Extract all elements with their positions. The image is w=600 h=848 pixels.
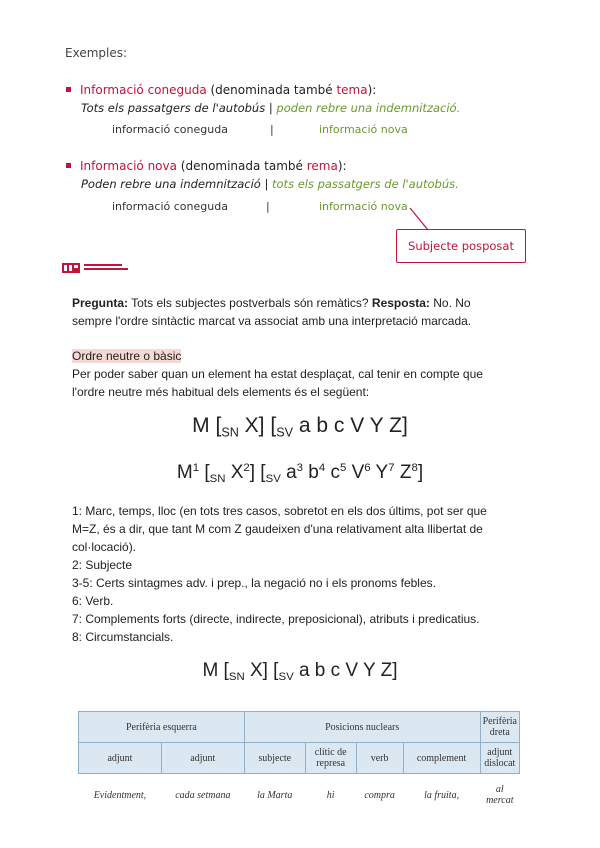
f2-a: a <box>280 462 297 483</box>
formula-numbered <box>0 462 600 485</box>
label-bar-2: | <box>266 200 270 213</box>
table-cell: al mercat <box>480 774 519 809</box>
table-group-row <box>79 712 520 743</box>
bullet-known-info <box>66 83 376 97</box>
formula-x: X] [ <box>238 414 277 437</box>
example-2-part-a: Poden rebre una indemnització <box>81 177 261 191</box>
bullet-new-info <box>66 159 347 173</box>
positions-table <box>78 711 520 808</box>
f2-m: M <box>176 462 193 483</box>
bullet-paren: (denominada també <box>176 159 307 173</box>
bullet-square-icon <box>66 163 71 168</box>
f2-b: b <box>303 462 319 483</box>
group-right-periphery: Perifèria dreta <box>480 712 519 743</box>
header-cell: verb <box>356 743 403 774</box>
formula-sv: SV <box>276 425 294 440</box>
section-line-1: Per poder saber quan un element ha estat desplaçat, cal tenir en compte que <box>72 367 483 381</box>
bullet-paren-end: ): <box>337 159 347 173</box>
f2-v: V <box>346 462 365 483</box>
header-cell: adjunt <box>161 743 244 774</box>
answer-label: Resposta: <box>371 296 430 310</box>
formula-basic-repeat <box>0 660 600 683</box>
f2-sv: SV <box>265 472 281 485</box>
table-cell: hi <box>305 774 356 809</box>
note-line: 2: Subjecte <box>72 558 133 572</box>
table-cell: la Marta <box>244 774 305 809</box>
example-1-part-b: poden rebre una indemnització. <box>276 101 461 115</box>
term-rema: rema <box>306 159 338 173</box>
table-cell: Evidentment, <box>79 774 162 809</box>
bullet-paren: (denominada també <box>206 83 337 97</box>
note-line: 6: Verb. <box>72 594 114 608</box>
label-known-1: informació coneguda <box>112 123 228 136</box>
example-1-part-a: Tots els passatgers de l'autobús <box>81 101 266 115</box>
f2-b1: [ <box>199 462 210 483</box>
question-label: Pregunta: <box>72 296 129 310</box>
f2-x: X <box>225 462 244 483</box>
f2-z-sup: 8 <box>411 462 418 475</box>
example-1-sep: | <box>265 101 277 115</box>
note-line: 7: Complements forts (directe, indirecte, preposicional), atributs i predicatius. <box>72 612 480 626</box>
qa-line-1 <box>72 294 532 312</box>
f2-x-sup: 2 <box>243 462 250 475</box>
f3-m: M [ <box>202 660 229 681</box>
slide-title: Exemples: <box>65 46 128 60</box>
formula-basic <box>0 414 600 439</box>
table-header-row <box>79 743 520 774</box>
f3-sv: SV <box>278 670 294 683</box>
header-cell: subjecte <box>244 743 305 774</box>
f2-v-sup: 6 <box>364 462 371 475</box>
group-nuclear-positions: Posicions nuclears <box>244 712 480 743</box>
table-cell: compra <box>356 774 403 809</box>
example-2-part-b: tots els passatgers de l'autobús. <box>272 177 459 191</box>
callout-subjecte-posposat: Subjecte posposat <box>396 229 526 263</box>
upf-logo-icon <box>62 262 132 274</box>
f3-rest: a b c V Y Z] <box>293 660 398 681</box>
header-cell: clític de represa <box>305 743 356 774</box>
formula-rest: a b c V Y Z] <box>293 414 408 437</box>
header-cell: adjunt dislocat <box>480 743 519 774</box>
label-bar-1: | <box>270 123 274 136</box>
question-text: Tots els subjectes postverbals són remàtics? <box>128 296 372 310</box>
f2-b-sup: 4 <box>318 462 326 475</box>
f2-b2: ] [ <box>249 462 266 483</box>
note-line: 3-5: Certs sintagmes adv. i prep., la negació no i els pronoms febles. <box>72 576 436 590</box>
formula-sn: SN <box>221 425 239 440</box>
f2-c-sup: 5 <box>339 462 347 475</box>
label-new-1: informació nova <box>319 123 408 136</box>
example-2 <box>81 177 459 191</box>
f2-end: ] <box>417 462 424 483</box>
qa-line-2: sempre l'ordre sintàctic marcat va associat amb una interpretació marcada. <box>72 314 472 328</box>
term-known-info: Informació coneguda <box>80 83 207 97</box>
section-heading <box>72 347 181 365</box>
label-new-2: informació nova <box>319 200 408 213</box>
f2-y-sup: 7 <box>388 462 395 475</box>
f2-a-sup: 3 <box>296 462 303 475</box>
f2-z: Z <box>394 462 412 483</box>
note-line: M=Z, és a dir, que tant M com Z gaudeixen d'una relativament alta llibertat de <box>72 522 483 536</box>
f2-y: Y <box>370 462 389 483</box>
table-row <box>79 774 520 809</box>
section-heading-text: Ordre neutre o bàsic <box>72 349 182 363</box>
f3-x: X] [ <box>244 660 279 681</box>
header-cell: adjunt <box>79 743 162 774</box>
table-cell: cada setmana <box>161 774 244 809</box>
notes-list <box>72 502 542 646</box>
term-tema: tema <box>336 83 368 97</box>
label-known-2: informació coneguda <box>112 200 228 213</box>
f2-sn: SN <box>209 472 226 485</box>
note-line: 8: Circumstancials. <box>72 630 174 644</box>
bullet-paren-end: ): <box>367 83 377 97</box>
example-2-sep: | <box>260 177 273 191</box>
formula-m: M [ <box>192 414 222 437</box>
group-left-periphery: Perifèria esquerra <box>79 712 245 743</box>
term-new-info: Informació nova <box>80 159 177 173</box>
header-cell: complement <box>403 743 480 774</box>
example-1 <box>81 101 460 115</box>
answer-text: No. No <box>429 296 471 310</box>
f3-sn: SN <box>228 670 245 683</box>
table-cell: la fruita, <box>403 774 480 809</box>
note-line: col·locació). <box>72 540 137 554</box>
note-line: 1: Marc, temps, lloc (en tots tres casos, sobretot en els dos últims, pot ser que <box>72 504 487 518</box>
f2-c: c <box>325 462 340 483</box>
f2-m-sup: 1 <box>192 462 200 475</box>
section-line-2: l'ordre neutre més habitual dels elements és el següent: <box>72 385 370 399</box>
bullet-square-icon <box>66 87 71 92</box>
